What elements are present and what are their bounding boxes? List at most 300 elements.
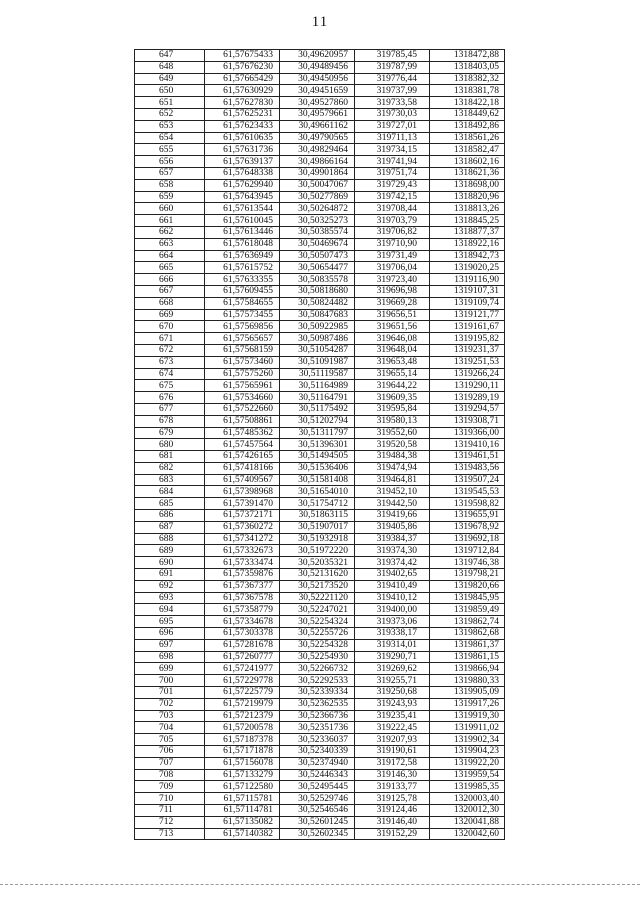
table-row (135, 285, 505, 297)
y-coordinate-cell: 1318877,37 (430, 226, 505, 238)
point-number-cell: 684 (135, 486, 205, 498)
point-number-cell: 659 (135, 191, 205, 203)
point-number-cell: 649 (135, 73, 205, 85)
longitude-cell: 30,52035321 (280, 557, 355, 569)
table-row (135, 156, 505, 168)
y-coordinate-cell: 1320041,88 (430, 816, 505, 828)
x-coordinate-cell: 319442,50 (355, 498, 430, 510)
y-coordinate-cell: 1318813,26 (430, 203, 505, 215)
y-coordinate-cell: 1319251,53 (430, 356, 505, 368)
latitude-cell: 61,57457564 (205, 439, 280, 451)
y-coordinate-cell: 1318472,88 (430, 50, 505, 62)
y-coordinate-cell: 1319289,19 (430, 392, 505, 404)
longitude-cell: 30,52602345 (280, 828, 355, 840)
table-row (135, 85, 505, 97)
longitude-cell: 30,52601245 (280, 816, 355, 828)
y-coordinate-cell: 1319902,34 (430, 734, 505, 746)
longitude-cell: 30,52546546 (280, 805, 355, 817)
longitude-cell: 30,51311797 (280, 427, 355, 439)
x-coordinate-cell: 319733,58 (355, 97, 430, 109)
point-number-cell: 681 (135, 451, 205, 463)
longitude-cell: 30,49527860 (280, 97, 355, 109)
y-coordinate-cell: 1318602,16 (430, 156, 505, 168)
longitude-cell: 30,51907017 (280, 521, 355, 533)
table-row (135, 368, 505, 380)
point-number-cell: 690 (135, 557, 205, 569)
y-coordinate-cell: 1318845,25 (430, 215, 505, 227)
table-row (135, 521, 505, 533)
point-number-cell: 676 (135, 392, 205, 404)
y-coordinate-cell: 1320042,60 (430, 828, 505, 840)
table-row (135, 132, 505, 144)
latitude-cell: 61,57665429 (205, 73, 280, 85)
latitude-cell: 61,57676230 (205, 61, 280, 73)
x-coordinate-cell: 319190,61 (355, 746, 430, 758)
table-row (135, 61, 505, 73)
table-row (135, 250, 505, 262)
x-coordinate-cell: 319595,84 (355, 403, 430, 415)
y-coordinate-cell: 1320012,30 (430, 805, 505, 817)
x-coordinate-cell: 319706,04 (355, 262, 430, 274)
table-row (135, 569, 505, 581)
longitude-cell: 30,52339334 (280, 687, 355, 699)
longitude-cell: 30,52529746 (280, 793, 355, 805)
y-coordinate-cell: 1318422,18 (430, 97, 505, 109)
longitude-cell: 30,51119587 (280, 368, 355, 380)
latitude-cell: 61,57485362 (205, 427, 280, 439)
point-number-cell: 710 (135, 793, 205, 805)
y-coordinate-cell: 1318922,16 (430, 238, 505, 250)
point-number-cell: 653 (135, 120, 205, 132)
y-coordinate-cell: 1318381,78 (430, 85, 505, 97)
y-coordinate-cell: 1319880,33 (430, 675, 505, 687)
y-coordinate-cell: 1319121,77 (430, 309, 505, 321)
footer-divider (0, 884, 640, 885)
table-row (135, 297, 505, 309)
point-number-cell: 706 (135, 746, 205, 758)
point-number-cell: 703 (135, 710, 205, 722)
latitude-cell: 61,57534660 (205, 392, 280, 404)
point-number-cell: 693 (135, 592, 205, 604)
latitude-cell: 61,57359876 (205, 569, 280, 581)
x-coordinate-cell: 319250,68 (355, 687, 430, 699)
x-coordinate-cell: 319648,04 (355, 344, 430, 356)
longitude-cell: 30,52374940 (280, 757, 355, 769)
table-row (135, 557, 505, 569)
latitude-cell: 61,57367377 (205, 580, 280, 592)
latitude-cell: 61,57625231 (205, 108, 280, 120)
table-row (135, 533, 505, 545)
y-coordinate-cell: 1319861,15 (430, 651, 505, 663)
point-number-cell: 712 (135, 816, 205, 828)
y-coordinate-cell: 1318621,36 (430, 167, 505, 179)
point-number-cell: 707 (135, 757, 205, 769)
point-number-cell: 680 (135, 439, 205, 451)
longitude-cell: 30,49620957 (280, 50, 355, 62)
latitude-cell: 61,57629940 (205, 179, 280, 191)
latitude-cell: 61,57135082 (205, 816, 280, 828)
longitude-cell: 30,52266732 (280, 663, 355, 675)
x-coordinate-cell: 319243,93 (355, 698, 430, 710)
point-number-cell: 673 (135, 356, 205, 368)
latitude-cell: 61,57372171 (205, 510, 280, 522)
latitude-cell: 61,57418166 (205, 462, 280, 474)
latitude-cell: 61,57225779 (205, 687, 280, 699)
table-row (135, 97, 505, 109)
x-coordinate-cell: 319520,58 (355, 439, 430, 451)
y-coordinate-cell: 1319461,51 (430, 451, 505, 463)
table-row (135, 392, 505, 404)
table-row (135, 828, 505, 840)
x-coordinate-cell: 319484,38 (355, 451, 430, 463)
y-coordinate-cell: 1319904,23 (430, 746, 505, 758)
y-coordinate-cell: 1319266,24 (430, 368, 505, 380)
longitude-cell: 30,52495445 (280, 781, 355, 793)
table-row (135, 403, 505, 415)
point-number-cell: 657 (135, 167, 205, 179)
point-number-cell: 699 (135, 663, 205, 675)
x-coordinate-cell: 319776,44 (355, 73, 430, 85)
longitude-cell: 30,51175492 (280, 403, 355, 415)
table-row (135, 781, 505, 793)
table-row (135, 698, 505, 710)
longitude-cell: 30,52131620 (280, 569, 355, 581)
longitude-cell: 30,50922985 (280, 321, 355, 333)
latitude-cell: 61,57281678 (205, 639, 280, 651)
point-number-cell: 650 (135, 85, 205, 97)
y-coordinate-cell: 1319911,02 (430, 722, 505, 734)
latitude-cell: 61,57303378 (205, 628, 280, 640)
point-number-cell: 700 (135, 675, 205, 687)
point-number-cell: 696 (135, 628, 205, 640)
latitude-cell: 61,57627830 (205, 97, 280, 109)
x-coordinate-cell: 319730,03 (355, 108, 430, 120)
y-coordinate-cell: 1318582,47 (430, 144, 505, 156)
x-coordinate-cell: 319710,90 (355, 238, 430, 250)
point-number-cell: 677 (135, 403, 205, 415)
point-number-cell: 654 (135, 132, 205, 144)
latitude-cell: 61,57367578 (205, 592, 280, 604)
latitude-cell: 61,57575260 (205, 368, 280, 380)
table-row (135, 238, 505, 250)
x-coordinate-cell: 319419,66 (355, 510, 430, 522)
x-coordinate-cell: 319269,62 (355, 663, 430, 675)
longitude-cell: 30,52254324 (280, 616, 355, 628)
latitude-cell: 61,57187378 (205, 734, 280, 746)
x-coordinate-cell: 319172,58 (355, 757, 430, 769)
latitude-cell: 61,57426165 (205, 451, 280, 463)
table-row (135, 498, 505, 510)
y-coordinate-cell: 1319959,54 (430, 769, 505, 781)
x-coordinate-cell: 319207,93 (355, 734, 430, 746)
y-coordinate-cell: 1318561,26 (430, 132, 505, 144)
point-number-cell: 691 (135, 569, 205, 581)
table-row (135, 486, 505, 498)
y-coordinate-cell: 1319859,49 (430, 604, 505, 616)
point-number-cell: 675 (135, 380, 205, 392)
y-coordinate-cell: 1319692,18 (430, 533, 505, 545)
latitude-cell: 61,57610045 (205, 215, 280, 227)
table-row (135, 191, 505, 203)
x-coordinate-cell: 319655,14 (355, 368, 430, 380)
y-coordinate-cell: 1319598,82 (430, 498, 505, 510)
longitude-cell: 30,51754712 (280, 498, 355, 510)
point-number-cell: 711 (135, 805, 205, 817)
x-coordinate-cell: 319580,13 (355, 415, 430, 427)
longitude-cell: 30,49866164 (280, 156, 355, 168)
point-number-cell: 661 (135, 215, 205, 227)
point-number-cell: 698 (135, 651, 205, 663)
table-row (135, 474, 505, 486)
latitude-cell: 61,57630929 (205, 85, 280, 97)
table-row (135, 687, 505, 699)
longitude-cell: 30,50047067 (280, 179, 355, 191)
page-number: 11 (311, 14, 329, 30)
table-row (135, 73, 505, 85)
x-coordinate-cell: 319133,77 (355, 781, 430, 793)
latitude-cell: 61,57409567 (205, 474, 280, 486)
table-row (135, 816, 505, 828)
latitude-cell: 61,57114781 (205, 805, 280, 817)
y-coordinate-cell: 1318382,32 (430, 73, 505, 85)
longitude-cell: 30,50818680 (280, 285, 355, 297)
longitude-cell: 30,50325273 (280, 215, 355, 227)
x-coordinate-cell: 319706,82 (355, 226, 430, 238)
table-row (135, 604, 505, 616)
longitude-cell: 30,49489456 (280, 61, 355, 73)
latitude-cell: 61,57522660 (205, 403, 280, 415)
y-coordinate-cell: 1319919,30 (430, 710, 505, 722)
x-coordinate-cell: 319410,49 (355, 580, 430, 592)
latitude-cell: 61,57618048 (205, 238, 280, 250)
x-coordinate-cell: 319787,99 (355, 61, 430, 73)
table-row (135, 50, 505, 62)
longitude-cell: 30,52336037 (280, 734, 355, 746)
point-number-cell: 671 (135, 333, 205, 345)
table-row (135, 710, 505, 722)
latitude-cell: 61,57333474 (205, 557, 280, 569)
longitude-cell: 30,52292533 (280, 675, 355, 687)
table-row (135, 451, 505, 463)
y-coordinate-cell: 1319862,74 (430, 616, 505, 628)
table-row (135, 120, 505, 132)
table-row (135, 757, 505, 769)
y-coordinate-cell: 1319507,24 (430, 474, 505, 486)
longitude-cell: 30,49661162 (280, 120, 355, 132)
latitude-cell: 61,57613544 (205, 203, 280, 215)
y-coordinate-cell: 1319820,66 (430, 580, 505, 592)
y-coordinate-cell: 1318820,96 (430, 191, 505, 203)
x-coordinate-cell: 319723,40 (355, 274, 430, 286)
table-row (135, 769, 505, 781)
x-coordinate-cell: 319146,40 (355, 816, 430, 828)
table-row (135, 439, 505, 451)
latitude-cell: 61,57639137 (205, 156, 280, 168)
coordinates-table-body (135, 50, 505, 840)
latitude-cell: 61,57609455 (205, 285, 280, 297)
longitude-cell: 30,51536406 (280, 462, 355, 474)
x-coordinate-cell: 319727,01 (355, 120, 430, 132)
point-number-cell: 689 (135, 545, 205, 557)
latitude-cell: 61,57648338 (205, 167, 280, 179)
y-coordinate-cell: 1318492,86 (430, 120, 505, 132)
longitude-cell: 30,50654477 (280, 262, 355, 274)
longitude-cell: 30,51091987 (280, 356, 355, 368)
y-coordinate-cell: 1319905,09 (430, 687, 505, 699)
x-coordinate-cell: 319751,74 (355, 167, 430, 179)
table-row (135, 274, 505, 286)
y-coordinate-cell: 1319712,84 (430, 545, 505, 557)
longitude-cell: 30,52351736 (280, 722, 355, 734)
latitude-cell: 61,57122580 (205, 781, 280, 793)
x-coordinate-cell: 319742,15 (355, 191, 430, 203)
point-number-cell: 656 (135, 156, 205, 168)
y-coordinate-cell: 1319985,35 (430, 781, 505, 793)
y-coordinate-cell: 1319861,37 (430, 639, 505, 651)
point-number-cell: 685 (135, 498, 205, 510)
x-coordinate-cell: 319669,28 (355, 297, 430, 309)
longitude-cell: 30,51581408 (280, 474, 355, 486)
longitude-cell: 30,50507473 (280, 250, 355, 262)
latitude-cell: 61,57171878 (205, 746, 280, 758)
y-coordinate-cell: 1319195,82 (430, 333, 505, 345)
x-coordinate-cell: 319290,71 (355, 651, 430, 663)
longitude-cell: 30,52340339 (280, 746, 355, 758)
point-number-cell: 692 (135, 580, 205, 592)
table-row (135, 215, 505, 227)
x-coordinate-cell: 319373,06 (355, 616, 430, 628)
point-number-cell: 670 (135, 321, 205, 333)
point-number-cell: 705 (135, 734, 205, 746)
latitude-cell: 61,57565657 (205, 333, 280, 345)
longitude-cell: 30,52446343 (280, 769, 355, 781)
point-number-cell: 702 (135, 698, 205, 710)
point-number-cell: 647 (135, 50, 205, 62)
x-coordinate-cell: 319731,49 (355, 250, 430, 262)
table-row (135, 344, 505, 356)
longitude-cell: 30,52254328 (280, 639, 355, 651)
y-coordinate-cell: 1319483,56 (430, 462, 505, 474)
latitude-cell: 61,57219979 (205, 698, 280, 710)
latitude-cell: 61,57675433 (205, 50, 280, 62)
latitude-cell: 61,57573455 (205, 309, 280, 321)
table-row (135, 167, 505, 179)
x-coordinate-cell: 319653,48 (355, 356, 430, 368)
latitude-cell: 61,57334678 (205, 616, 280, 628)
x-coordinate-cell: 319402,65 (355, 569, 430, 581)
table-row (135, 427, 505, 439)
longitude-cell: 30,51654010 (280, 486, 355, 498)
x-coordinate-cell: 319464,81 (355, 474, 430, 486)
longitude-cell: 30,51164791 (280, 392, 355, 404)
longitude-cell: 30,50835578 (280, 274, 355, 286)
latitude-cell: 61,57631736 (205, 144, 280, 156)
y-coordinate-cell: 1319290,11 (430, 380, 505, 392)
table-row (135, 805, 505, 817)
point-number-cell: 672 (135, 344, 205, 356)
latitude-cell: 61,57200578 (205, 722, 280, 734)
longitude-cell: 30,51494505 (280, 451, 355, 463)
point-number-cell: 708 (135, 769, 205, 781)
table-row (135, 734, 505, 746)
x-coordinate-cell: 319703,79 (355, 215, 430, 227)
y-coordinate-cell: 1319410,16 (430, 439, 505, 451)
point-number-cell: 678 (135, 415, 205, 427)
x-coordinate-cell: 319235,41 (355, 710, 430, 722)
y-coordinate-cell: 1319845,95 (430, 592, 505, 604)
y-coordinate-cell: 1318403,05 (430, 61, 505, 73)
longitude-cell: 30,49901864 (280, 167, 355, 179)
x-coordinate-cell: 319644,22 (355, 380, 430, 392)
table-row (135, 356, 505, 368)
latitude-cell: 61,57615752 (205, 262, 280, 274)
table-row (135, 321, 505, 333)
latitude-cell: 61,57360272 (205, 521, 280, 533)
table-row (135, 333, 505, 345)
point-number-cell: 658 (135, 179, 205, 191)
table-row (135, 108, 505, 120)
longitude-cell: 30,50824482 (280, 297, 355, 309)
y-coordinate-cell: 1319862,68 (430, 628, 505, 640)
coordinates-table (134, 49, 505, 840)
x-coordinate-cell: 319125,78 (355, 793, 430, 805)
latitude-cell: 61,57241977 (205, 663, 280, 675)
point-number-cell: 688 (135, 533, 205, 545)
y-coordinate-cell: 1319116,90 (430, 274, 505, 286)
latitude-cell: 61,57212379 (205, 710, 280, 722)
table-row (135, 628, 505, 640)
table-row (135, 179, 505, 191)
latitude-cell: 61,57133279 (205, 769, 280, 781)
y-coordinate-cell: 1319545,53 (430, 486, 505, 498)
longitude-cell: 30,49579661 (280, 108, 355, 120)
x-coordinate-cell: 319222,45 (355, 722, 430, 734)
latitude-cell: 61,57623433 (205, 120, 280, 132)
latitude-cell: 61,57569856 (205, 321, 280, 333)
table-row (135, 746, 505, 758)
point-number-cell: 664 (135, 250, 205, 262)
longitude-cell: 30,52173520 (280, 580, 355, 592)
y-coordinate-cell: 1319366,00 (430, 427, 505, 439)
table-row (135, 226, 505, 238)
longitude-cell: 30,52362535 (280, 698, 355, 710)
longitude-cell: 30,52254930 (280, 651, 355, 663)
x-coordinate-cell: 319255,71 (355, 675, 430, 687)
y-coordinate-cell: 1319308,71 (430, 415, 505, 427)
point-number-cell: 648 (135, 61, 205, 73)
table-row (135, 262, 505, 274)
longitude-cell: 30,51202794 (280, 415, 355, 427)
y-coordinate-cell: 1319161,67 (430, 321, 505, 333)
point-number-cell: 701 (135, 687, 205, 699)
point-number-cell: 697 (135, 639, 205, 651)
x-coordinate-cell: 319152,29 (355, 828, 430, 840)
longitude-cell: 30,51054287 (280, 344, 355, 356)
x-coordinate-cell: 319314,01 (355, 639, 430, 651)
longitude-cell: 30,49450956 (280, 73, 355, 85)
longitude-cell: 30,52366736 (280, 710, 355, 722)
latitude-cell: 61,57115781 (205, 793, 280, 805)
point-number-cell: 682 (135, 462, 205, 474)
latitude-cell: 61,57573460 (205, 356, 280, 368)
point-number-cell: 683 (135, 474, 205, 486)
table-row (135, 203, 505, 215)
latitude-cell: 61,57613446 (205, 226, 280, 238)
x-coordinate-cell: 319474,94 (355, 462, 430, 474)
latitude-cell: 61,57358779 (205, 604, 280, 616)
latitude-cell: 61,57633355 (205, 274, 280, 286)
table-row (135, 309, 505, 321)
